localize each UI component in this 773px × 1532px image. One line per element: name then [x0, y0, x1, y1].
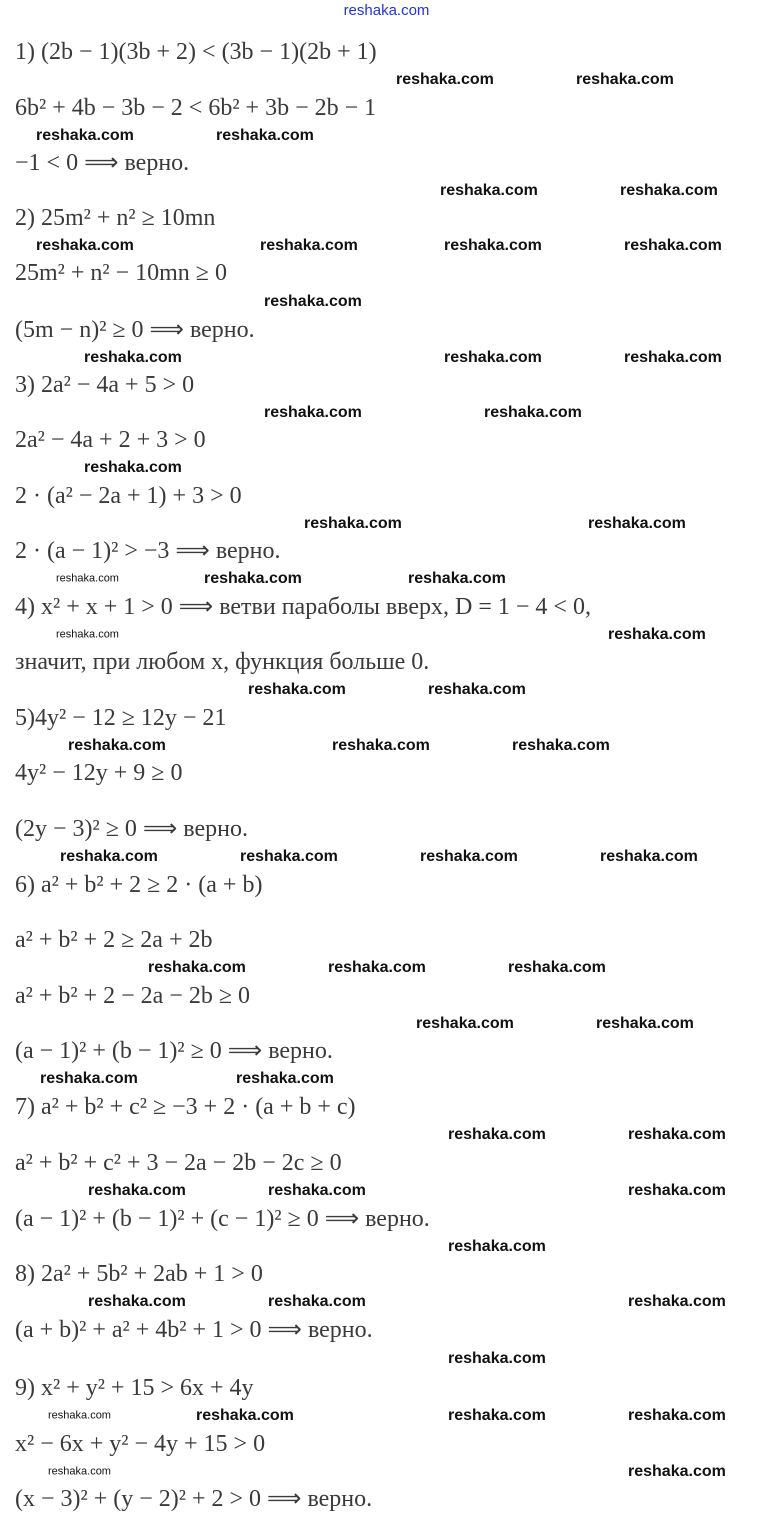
watermark: reshaka.com — [628, 1462, 726, 1480]
watermark: reshaka.com — [448, 1350, 546, 1367]
watermark: reshaka.com — [448, 1126, 546, 1143]
watermark: reshaka.com — [448, 1237, 546, 1255]
watermark: reshaka.com — [36, 236, 134, 254]
math-line: a² + b² + c² + 3 − 2a − 2b − 2c ≥ 0 — [15, 1150, 342, 1176]
math-line: 6b² + 4b − 3b − 2 < 6b² + 3b − 2b − 1 — [15, 95, 377, 121]
math-line: 2 · (a − 1)² > −3 ⟹ верно. — [15, 538, 281, 564]
math-line: 2 · (a² − 2a + 1) + 3 > 0 — [15, 483, 242, 509]
watermark: reshaka.com — [624, 236, 722, 254]
site-header-watermark: reshaka.com — [343, 2, 430, 19]
watermark: reshaka.com — [484, 403, 582, 421]
watermark: reshaka.com — [148, 959, 246, 976]
watermark: reshaka.com — [588, 514, 686, 532]
math-line: 3) 2a² − 4a + 5 > 0 — [15, 372, 195, 398]
watermark: reshaka.com — [628, 1126, 726, 1143]
watermark: reshaka.com — [608, 625, 706, 643]
watermark: reshaka.com — [328, 959, 426, 976]
watermark: reshaka.com — [620, 181, 718, 199]
math-line: 1) (2b − 1)(3b + 2) < (3b − 1)(2b + 1) — [15, 39, 377, 65]
watermark: reshaka.com — [84, 459, 182, 476]
math-line: 2) 25m² + n² ≥ 10mn — [15, 205, 216, 231]
math-line: −1 < 0 ⟹ верно. — [15, 150, 190, 176]
watermark: reshaka.com — [600, 848, 698, 865]
watermark: reshaka.com — [444, 236, 542, 254]
math-line: 5)4y² − 12 ≥ 12y − 21 — [15, 705, 227, 731]
watermark: reshaka.com — [440, 181, 538, 199]
math-line: a² + b² + 2 ≥ 2a + 2b — [15, 927, 213, 953]
watermark: reshaka.com — [264, 292, 362, 310]
math-line: 2a² − 4a + 2 + 3 > 0 — [15, 427, 206, 453]
watermark: reshaka.com — [260, 236, 358, 254]
math-line: (a + b)² + a² + 4b² + 1 > 0 ⟹ верно. — [15, 1317, 373, 1343]
math-line: (a − 1)² + (b − 1)² ≥ 0 ⟹ верно. — [15, 1038, 333, 1064]
watermark: reshaka.com — [596, 1014, 694, 1032]
watermark: reshaka.com — [240, 848, 338, 865]
math-line: 7) a² + b² + c² ≥ −3 + 2 · (a + b + c) — [15, 1094, 356, 1120]
watermark: reshaka.com — [236, 1070, 334, 1087]
math-line: 25m² + n² − 10mn ≥ 0 — [15, 260, 227, 286]
watermark: reshaka.com — [508, 959, 606, 976]
watermark: reshaka.com — [36, 126, 134, 144]
math-line: (2y − 3)² ≥ 0 ⟹ верно. — [15, 816, 248, 842]
watermark: reshaka.com — [48, 1409, 111, 1422]
watermark: reshaka.com — [444, 348, 542, 366]
watermark: reshaka.com — [56, 572, 119, 585]
math-line: (a − 1)² + (b − 1)² + (c − 1)² ≥ 0 ⟹ верно. — [15, 1206, 430, 1232]
watermark: reshaka.com — [408, 570, 506, 587]
watermark: reshaka.com — [576, 71, 674, 88]
watermark: reshaka.com — [628, 1182, 726, 1199]
math-line: 9) x² + y² + 15 > 6x + 4y — [15, 1375, 254, 1401]
watermark: reshaka.com — [332, 736, 430, 754]
watermark: reshaka.com — [420, 848, 518, 865]
watermark: reshaka.com — [48, 1465, 111, 1477]
math-line: x² − 6x + y² − 4y + 15 > 0 — [15, 1431, 266, 1457]
watermark: reshaka.com — [40, 1070, 138, 1087]
watermark: reshaka.com — [216, 126, 314, 144]
watermark: reshaka.com — [512, 736, 610, 754]
watermark: reshaka.com — [624, 348, 722, 366]
watermark: reshaka.com — [56, 628, 119, 640]
math-line: (x − 3)² + (y − 2)² + 2 > 0 ⟹ верно. — [15, 1486, 373, 1512]
watermark: reshaka.com — [448, 1407, 546, 1424]
watermark: reshaka.com — [196, 1407, 294, 1424]
watermark: reshaka.com — [68, 736, 166, 754]
watermark: reshaka.com — [204, 570, 302, 587]
watermark: reshaka.com — [268, 1182, 366, 1199]
math-line: значит, при любом x, функция больше 0. — [15, 649, 430, 675]
watermark: reshaka.com — [264, 403, 362, 421]
math-line: 6) a² + b² + 2 ≥ 2 · (a + b) — [15, 872, 263, 898]
math-line: 4y² − 12y + 9 ≥ 0 — [15, 760, 183, 786]
watermark: reshaka.com — [84, 348, 182, 366]
math-line: 8) 2a² + 5b² + 2ab + 1 > 0 — [15, 1261, 263, 1287]
watermark: reshaka.com — [628, 1293, 726, 1310]
watermark: reshaka.com — [88, 1293, 186, 1310]
watermark: reshaka.com — [428, 681, 526, 698]
math-line: a² + b² + 2 − 2a − 2b ≥ 0 — [15, 983, 251, 1009]
watermark: reshaka.com — [416, 1014, 514, 1032]
watermark: reshaka.com — [396, 71, 494, 88]
watermark: reshaka.com — [248, 681, 346, 698]
watermark: reshaka.com — [88, 1182, 186, 1199]
math-line: (5m − n)² ≥ 0 ⟹ верно. — [15, 317, 255, 343]
math-line: 4) x² + x + 1 > 0 ⟹ ветви параболы вверх, D = 1 − 4 < 0, — [15, 594, 591, 620]
watermark: reshaka.com — [60, 848, 158, 865]
watermark: reshaka.com — [628, 1407, 726, 1424]
watermark: reshaka.com — [304, 514, 402, 532]
watermark: reshaka.com — [268, 1293, 366, 1310]
